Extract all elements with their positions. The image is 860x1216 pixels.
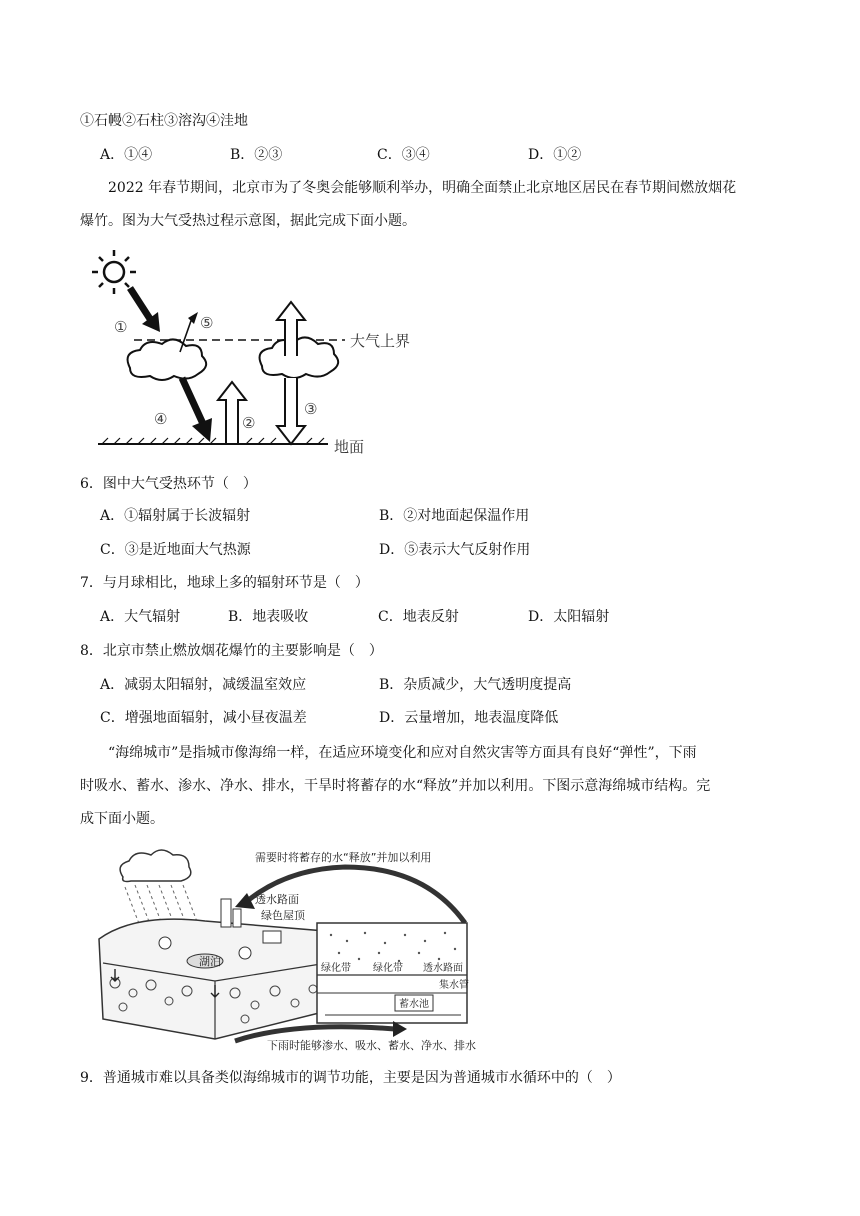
passage-sponge-city-line-3: 成下面小题。 — [80, 811, 164, 827]
solar-radiation-arrow — [130, 288, 160, 332]
q7-option-b[interactable]: B．地表吸收 — [228, 609, 309, 625]
surface-absorption-arrow — [182, 378, 212, 442]
q7-option-d[interactable]: D．太阳辐射 — [528, 609, 610, 625]
label-reservoir: 蓄水池 — [399, 999, 429, 1010]
label-permeable-road: 透水路面 — [255, 893, 299, 906]
q7-option-a[interactable]: A．大气辐射 — [100, 609, 181, 625]
rain-cloud-icon — [120, 850, 191, 882]
question-5-choices-text: ①石幔②石柱③溶沟④洼地 — [80, 113, 248, 129]
label-green-belt-1: 绿化带 — [321, 963, 351, 974]
question-8-stem: 8．北京市禁止燃放烟花爆竹的主要影响是（ ） — [80, 643, 383, 659]
q8-option-c[interactable]: C．增强地面辐射，减小昼夜温差 — [100, 710, 307, 726]
q6-option-c[interactable]: C．③是近地面大气热源 — [100, 542, 251, 558]
top-of-atmosphere-label: 大气上界 — [350, 332, 410, 350]
q5-option-d[interactable]: D．①② — [528, 147, 582, 163]
label-green-roof: 绿色屋顶 — [261, 909, 305, 922]
q8-option-b[interactable]: B．杂质减少，大气透明度提高 — [379, 677, 572, 693]
passage-fireworks-line-2: 爆竹。图为大气受热过程示意图，据此完成下面小题。 — [80, 213, 416, 229]
question-9-stem: 9．普通城市难以具备类似海绵城市的调节功能，主要是因为普通城市水循环中的（ ） — [80, 1070, 621, 1086]
label-5: ⑤ — [200, 314, 214, 332]
q5-option-b[interactable]: B．②③ — [230, 147, 283, 163]
label-2: ② — [242, 414, 256, 432]
q7-option-c[interactable]: C．地表反射 — [378, 609, 459, 625]
cloud-left-icon — [128, 339, 207, 380]
q8-option-d[interactable]: D．云量增加，地表温度降低 — [379, 710, 559, 726]
label-lake: 湖泊 — [199, 955, 221, 968]
label-permeable-road-detail: 透水路面 — [423, 963, 463, 974]
q5-option-c[interactable]: C．③④ — [377, 147, 430, 163]
question-7-stem: 7．与月球相比，地球上多的辐射环节是（ ） — [80, 575, 369, 591]
atmospheric-heating-diagram — [90, 248, 410, 460]
atmospheric-counter-radiation-arrow — [277, 378, 305, 444]
passage-fireworks — [80, 172, 780, 238]
q6-option-d[interactable]: D．⑤表示大气反射作用 — [379, 542, 531, 558]
label-3: ③ — [304, 400, 318, 418]
cloud-right-icon — [260, 337, 339, 378]
sponge-city-diagram — [95, 843, 495, 1055]
sun-icon — [92, 250, 136, 294]
ground-label: 地面 — [334, 438, 365, 456]
absorb-caption: 下雨时能够渗水、吸水、蓄水、净水、排水 — [267, 1039, 476, 1052]
q8-option-a[interactable]: A．减弱太阳辐射，减缓温室效应 — [100, 677, 307, 693]
q5-option-a[interactable]: A．①④ — [100, 147, 153, 163]
passage-fireworks-line-1: 2022 年春节期间，北京市为了冬奥会能够顺利举办，明确全面禁止北京地区居民在春节期间燃放烟花 — [108, 180, 737, 196]
label-4: ④ — [154, 410, 168, 428]
q6-option-a[interactable]: A．①辐射属于长波辐射 — [100, 508, 251, 524]
label-1: ① — [114, 318, 128, 336]
q6-option-b[interactable]: B．②对地面起保温作用 — [379, 508, 530, 524]
passage-sponge-city — [80, 737, 780, 836]
label-collection-pipe: 集水管 — [439, 980, 469, 991]
label-green-belt-2: 绿化带 — [373, 963, 403, 974]
passage-sponge-city-line-1: “海绵城市”是指城市像海绵一样，在适应环境变化和应对自然灾害等方面具有良好“弹性”，下雨 — [108, 745, 697, 761]
ground-radiation-arrow — [218, 382, 246, 444]
passage-sponge-city-line-2: 时吸水、蓄水、渗水、净水、排水，干旱时将蓄存的水“释放”并加以利用。下图示意海绵城市结构。完 — [80, 778, 711, 794]
question-6-stem: 6．图中大气受热环节（ ） — [80, 476, 257, 492]
release-caption: 需要时将蓄存的水“释放”并加以利用 — [255, 851, 432, 864]
